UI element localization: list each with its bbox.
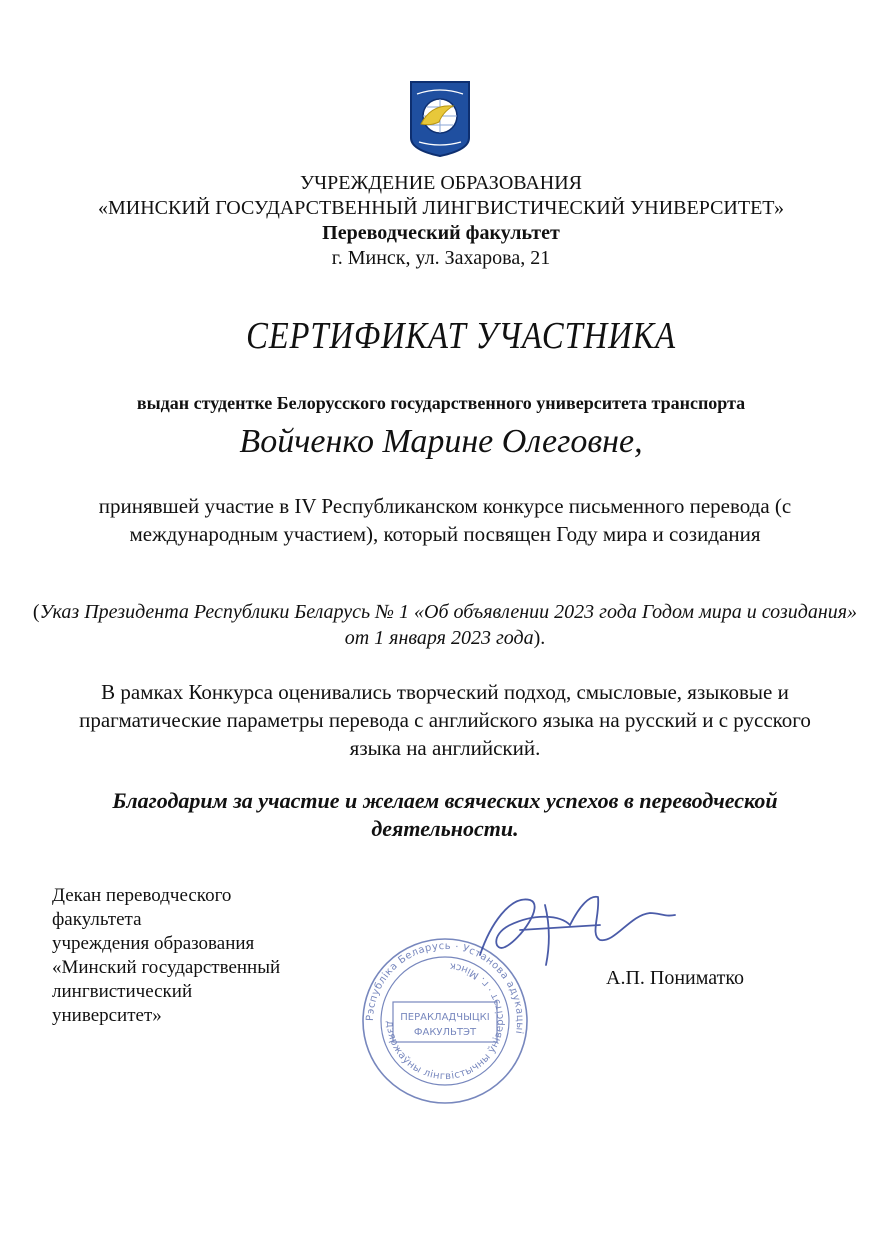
decree-close-paren: ). xyxy=(533,627,546,649)
stamp-outer-text: Рэспубліка Беларусь · Установа адукацыі xyxy=(364,940,526,1036)
handwritten-signature-icon xyxy=(450,885,680,975)
dean-line: университет» xyxy=(52,1005,162,1026)
dean-line: учреждения образования xyxy=(52,933,255,954)
org-name: «МИНСКИЙ ГОСУДАРСТВЕННЫЙ ЛИНГВИСТИЧЕСКИЙ УНИВЕРСИТЕТ» xyxy=(97,197,784,219)
certificate-title: СЕРТИФИКАТ УЧАСТНИКА xyxy=(246,315,676,357)
signer-name: А.П. Пониматко xyxy=(606,967,745,989)
dean-title-block xyxy=(52,884,332,1028)
recipient-name: Войченко Марине Олеговне, xyxy=(239,423,643,460)
org-address: г. Минск, ул. Захарова, 21 xyxy=(331,247,551,269)
stamp-center-line1: ПЕРАКЛАДЧЫЦКІ xyxy=(400,1012,490,1023)
dean-line: «Минский государственный xyxy=(52,957,281,978)
university-emblem-icon xyxy=(409,80,471,158)
org-type: УЧРЕЖДЕНИЕ ОБРАЗОВАНИЯ xyxy=(299,172,583,194)
criteria-text: В рамках Конкурса оценивались творческий подход, смысловые, языковые и прагматические параметры перевода с английского языка на русский и с русского языка на английский. xyxy=(79,680,811,760)
decree-open-paren: ( xyxy=(32,601,40,623)
dean-line: лингвистический xyxy=(52,981,193,1002)
stamp-inner-text: дзяржаўны лінгвістычны ўніверсітэт · г. Мінск xyxy=(383,960,507,1083)
stamp-center-line2: ФАКУЛЬТЭТ xyxy=(413,1027,477,1038)
decree-reference xyxy=(30,599,860,651)
participation-text: принявшей участие в IV Республиканском конкурсе письменного перевода (с международным участием), который посвящен Году мира и созидания xyxy=(98,494,792,546)
dean-line: факультета xyxy=(52,909,142,930)
issued-to-line: выдан студентке Белорусского государственного университета транспорта xyxy=(136,393,746,413)
decree-text: Указ Президента Республики Беларусь № 1 «Об объявлении 2023 года Годом мира и созидания» от 1 января 2023 года xyxy=(39,601,858,649)
faculty-name: Переводческий факультет xyxy=(322,222,560,244)
thanks-text: Благодарим за участие и желаем всяческих успехов в переводческой деятельности. xyxy=(112,788,778,841)
dean-line: Декан переводческого xyxy=(52,885,232,906)
